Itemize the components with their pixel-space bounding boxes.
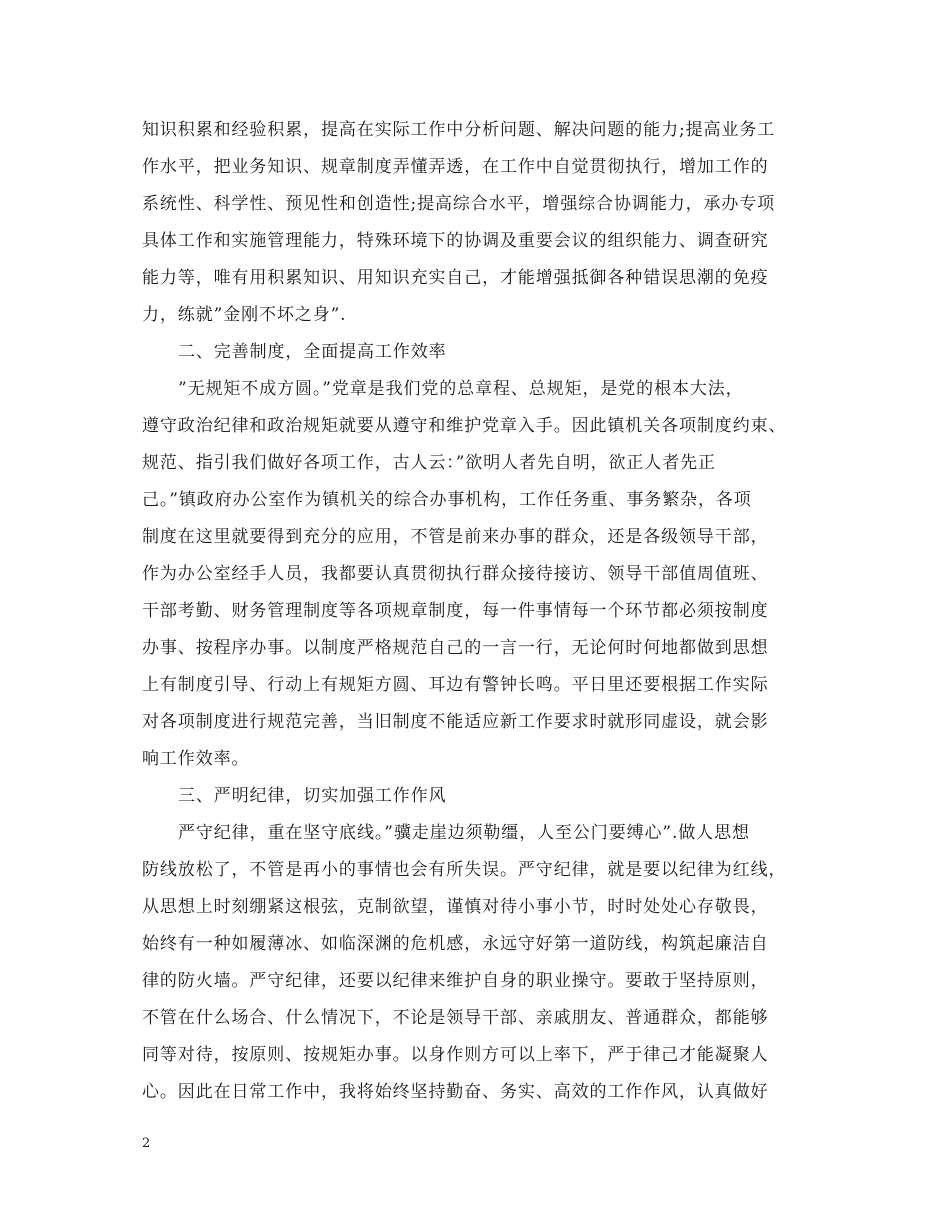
text-line: 律的防火墙。严守纪律，还要以纪律来维护自身的职业操守。要敢于坚持原则， (142, 971, 769, 991)
text-line: 系统性、科学性、预见性和创造性;提高综合水平，增强综合协调能力，承办专项 (142, 194, 776, 214)
text-line: 规范、指引我们做好各项工作，古人云：”欲明人者先自明，欲正人者先正 (142, 453, 716, 473)
text-line: 从思想上时刻绷紧这根弦，克制欲望，谨慎对待小事小节，时时处处心存敬畏， (142, 897, 769, 917)
text-line: 对各项制度进行规范完善，当旧制度不能适应新工作要求时就形同虚设，就会影 (142, 712, 769, 732)
section-heading: 二、完善制度，全面提高工作效率 (178, 342, 447, 362)
text-line: 响工作效率。 (142, 749, 250, 769)
text-line: 作为办公室经手人员，我都要认真贯彻执行群众接待接访、领导干部值周值班、 (142, 564, 769, 584)
text-line: ”无规矩不成方圆。”党章是我们党的总章程、总规矩，是党的根本大法， (178, 379, 744, 399)
text-line: 遵守政治纪律和政治规矩就要从遵守和维护党章入手。因此镇机关各项制度约束、 (142, 416, 787, 436)
text-line: 严守纪律，重在坚守底线。”骥走崖边须勒缰，人至公门要缚心”.做人思想 (178, 823, 750, 843)
page-number: 2 (142, 1136, 151, 1151)
text-line: 知识积累和经验积累，提高在实际工作中分析问题、解决问题的能力;提高业务工 (142, 120, 776, 140)
text-line: 始终有一种如履薄冰、如临深渊的危机感，永远守好第一道防线，构筑起廉洁自 (142, 934, 769, 954)
text-line: 防线放松了，不管是再小的事情也会有所失误。严守纪律，就是要以纪律为红线， (142, 860, 787, 880)
text-line: 同等对待，按原则、按规矩办事。以身作则方可以上率下，严于律己才能凝聚人 (142, 1045, 769, 1065)
text-line: 制度在这里就要得到充分的应用，不管是前来办事的群众，还是各级领导干部， (142, 527, 769, 547)
text-line: 能力等，唯有用积累知识、用知识充实自己，才能增强抵御各种错误思潮的免疫 (142, 268, 769, 288)
text-line: 具体工作和实施管理能力，特殊环境下的协调及重要会议的组织能力、调查研究 (142, 231, 769, 251)
section-heading: 三、严明纪律，切实加强工作作风 (178, 786, 447, 806)
text-line: 力，练就”金刚不坏之身”. (142, 305, 347, 325)
text-line: 作水平，把业务知识、规章制度弄懂弄透，在工作中自觉贯彻执行，增加工作的 (142, 157, 769, 177)
text-line: 不管在什么场合、什么情况下，不论是领导干部、亲戚朋友、普通群众，都能够 (142, 1008, 769, 1028)
text-line: 心。因此在日常工作中，我将始终坚持勤奋、务实、高效的工作作风，认真做好 (142, 1082, 769, 1102)
text-line: 己。”镇政府办公室作为镇机关的综合办事机构，工作任务重、事务繁杂，各项 (142, 490, 752, 510)
text-line: 上有制度引导、行动上有规矩方圆、耳边有警钟长鸣。平日里还要根据工作实际 (142, 675, 769, 695)
text-line: 干部考勤、财务管理制度等各项规章制度，每一件事情每一个环节都必须按制度 (142, 601, 769, 621)
text-line: 办事、按程序办事。以制度严格规范自己的一言一行，无论何时何地都做到思想 (142, 638, 769, 658)
